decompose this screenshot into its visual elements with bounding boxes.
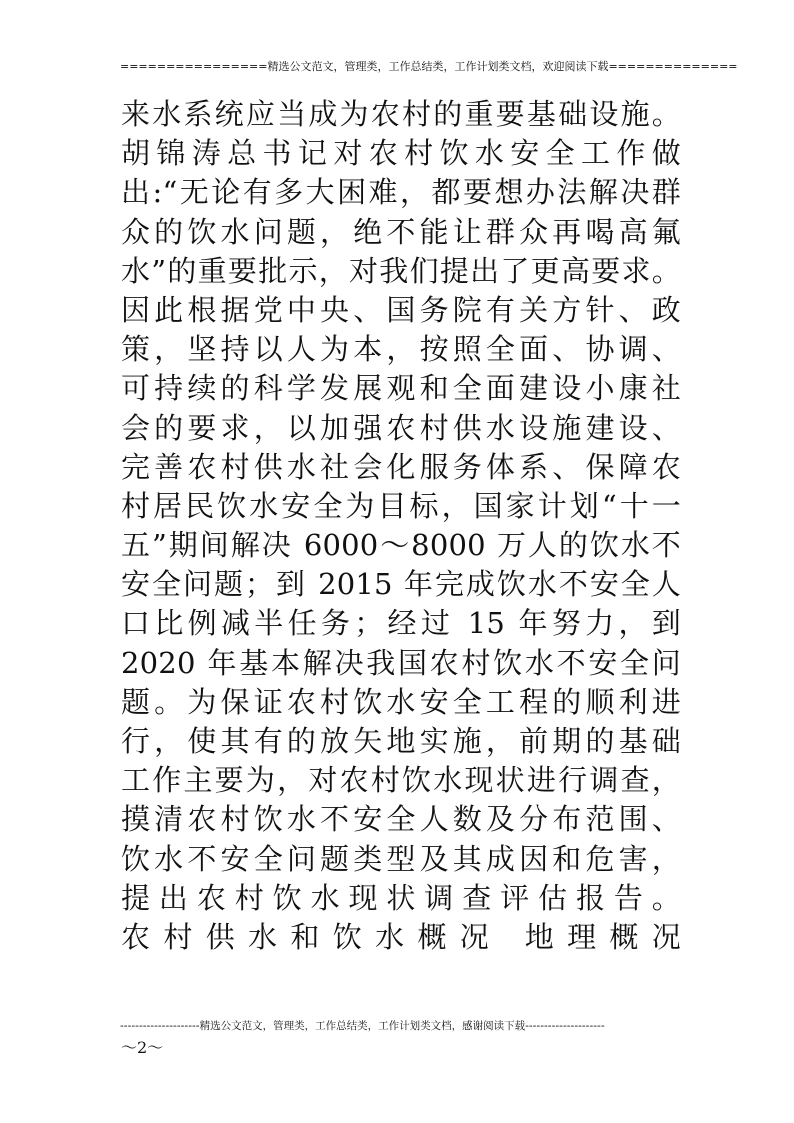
text-line: 出:“无论有多大困难，都要想办法解决群	[121, 175, 681, 210]
text-line: 水”的重要批示，对我们提出了更高要求。	[121, 253, 681, 288]
text-line: 胡锦涛总书记对农村饮水安全工作做	[121, 136, 681, 171]
page-footer: ---------------------精选公文范文，管理类，工作总结类，工作计划类文档，感谢阅读下载---------------------	[120, 1020, 605, 1032]
text-line: 村居民饮水安全为目标，国家计划“十一	[121, 488, 681, 523]
body-paragraph	[121, 95, 681, 957]
text-line: 安全问题；到 2015 年完成饮水不安全人	[121, 567, 681, 602]
text-line: 工作主要为，对农村饮水现状进行调查，	[121, 763, 681, 798]
text-line: 五”期间解决 6000～8000 万人的饮水不	[121, 528, 681, 563]
text-line: 会的要求，以加强农村供水设施建设、	[121, 410, 681, 445]
text-line: 可持续的科学发展观和全面建设小康社	[121, 371, 681, 406]
page-number: ～2～	[121, 1038, 164, 1057]
page-header: ================精选公文范文，管理类，工作总结类，工作计划类文档，欢迎阅读下载==============	[120, 60, 738, 73]
text-line: 口比例减半任务；经过 15 年努力，到	[121, 606, 681, 641]
text-line: 农村供水和饮水概况 地理概况	[121, 919, 681, 954]
text-line: 饮水不安全问题类型及其成因和危害，	[121, 841, 681, 876]
text-line: 2020 年基本解决我国农村饮水不安全问	[121, 645, 681, 680]
text-line: 因此根据党中央、国务院有关方针、政	[121, 292, 681, 327]
text-line: 摸清农村饮水不安全人数及分布范围、	[121, 802, 681, 837]
text-line: 提出农村饮水现状调查评估报告。	[121, 880, 681, 915]
text-line: 完善农村供水社会化服务体系、保障农	[121, 449, 681, 484]
text-line: 众的饮水问题，绝不能让群众再喝高氟	[121, 214, 681, 249]
text-line: 行，使其有的放矢地实施，前期的基础	[121, 724, 681, 758]
text-line: 来水系统应当成为农村的重要基础设施。	[121, 97, 681, 131]
text-line: 题。为保证农村饮水安全工程的顺利进	[121, 684, 681, 719]
text-line: 策，坚持以人为本，按照全面、协调、	[121, 332, 681, 367]
